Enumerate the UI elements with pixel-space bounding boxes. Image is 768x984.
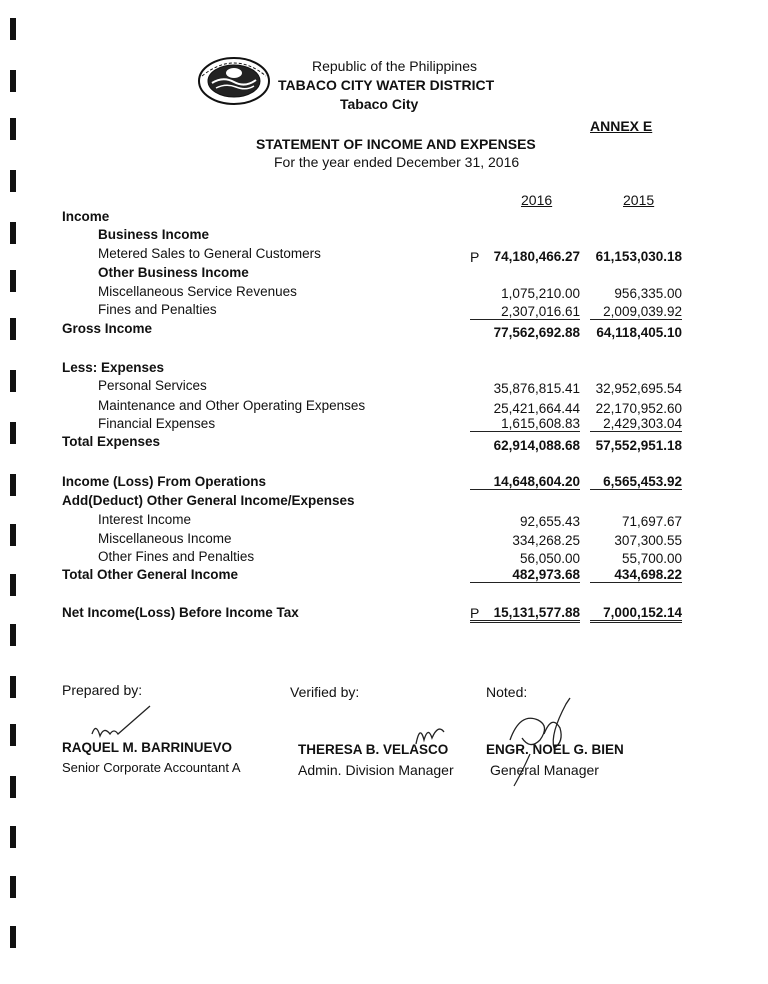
- verified-by-caption: Verified by:: [290, 684, 360, 700]
- add-deduct-heading: Add(Deduct) Other General Income/Expenses: [62, 493, 355, 508]
- district-name: TABACO CITY WATER DISTRICT: [278, 77, 495, 93]
- binder-mark: [10, 474, 16, 496]
- misc-service-label: Miscellaneous Service Revenues: [98, 284, 297, 299]
- total-other-income-label: Total Other General Income: [62, 567, 239, 582]
- binder-mark: [10, 574, 16, 596]
- column-header-2015: 2015: [623, 192, 655, 208]
- binder-mark: [10, 170, 16, 192]
- total-expenses-label: Total Expenses: [62, 434, 161, 449]
- fines-penalties-2016: 2,307,016.61: [470, 304, 580, 320]
- noter-title: General Manager: [490, 762, 599, 778]
- republic-line: Republic of the Philippines: [312, 58, 477, 74]
- income-heading: Income: [62, 209, 110, 224]
- gross-income-label: Gross Income: [62, 321, 153, 336]
- noter-name: ENGR. NOEL G. BIEN: [486, 742, 624, 757]
- misc-income-2015: 307,300.55: [614, 533, 682, 548]
- currency-symbol: P: [470, 249, 480, 265]
- metered-sales-2016: 74,180,466.27: [493, 249, 580, 264]
- personal-services-label: Personal Services: [98, 378, 207, 393]
- personal-services-2016: 35,876,815.41: [493, 381, 580, 396]
- fines-penalties-2015: 2,009,039.92: [590, 304, 682, 320]
- binder-mark: [10, 676, 16, 698]
- city-name: Tabaco City: [340, 96, 419, 112]
- gross-income-2016: 77,562,692.88: [493, 325, 580, 340]
- total-expenses-2016: 62,914,088.68: [493, 438, 580, 453]
- misc-income-label: Miscellaneous Income: [98, 531, 232, 546]
- seal-icon: [196, 56, 272, 106]
- expenses-heading: Less: Expenses: [62, 360, 165, 375]
- fines-penalties-label: Fines and Penalties: [98, 302, 217, 317]
- other-fines-2015: 55,700.00: [621, 551, 682, 566]
- total-other-income-2015: 434,698.22: [590, 567, 682, 583]
- binder-mark: [10, 624, 16, 646]
- misc-income-2016: 334,268.25: [512, 533, 580, 548]
- annex-label: ANNEX E: [590, 118, 653, 134]
- metered-sales-label: Metered Sales to General Customers: [98, 246, 321, 261]
- interest-income-2015: 71,697.67: [621, 514, 682, 529]
- binder-mark: [10, 776, 16, 798]
- misc-service-2015: 956,335.00: [614, 286, 682, 301]
- total-expenses-2015: 57,552,951.18: [595, 438, 682, 453]
- mooe-2015: 22,170,952.60: [595, 401, 682, 416]
- total-other-income-2016: 482,973.68: [470, 567, 580, 583]
- binder-mark: [10, 270, 16, 292]
- prepared-by-caption: Prepared by:: [62, 682, 143, 698]
- misc-service-2016: 1,075,210.00: [501, 286, 580, 301]
- financial-expenses-label: Financial Expenses: [98, 416, 216, 431]
- financial-expenses-2016: 1,615,608.83: [470, 416, 580, 432]
- statement-period: For the year ended December 31, 2016: [274, 154, 520, 170]
- binder-mark: [10, 422, 16, 444]
- mooe-2016: 25,421,664.44: [493, 401, 580, 416]
- binder-mark: [10, 370, 16, 392]
- other-fines-2016: 56,050.00: [519, 551, 580, 566]
- other-fines-label: Other Fines and Penalties: [98, 549, 255, 564]
- column-header-2016: 2016: [521, 192, 553, 208]
- preparer-title: Senior Corporate Accountant A: [62, 760, 241, 775]
- binder-mark: [10, 18, 16, 40]
- verifier-name: THERESA B. VELASCO: [298, 742, 449, 757]
- water-district-seal: [196, 56, 272, 106]
- binder-mark: [10, 724, 16, 746]
- other-business-income-heading: Other Business Income: [98, 265, 249, 280]
- interest-income-label: Interest Income: [98, 512, 192, 527]
- verifier-title: Admin. Division Manager: [298, 762, 454, 778]
- binder-mark: [10, 926, 16, 948]
- interest-income-2016: 92,655.43: [519, 514, 580, 529]
- binder-mark: [10, 826, 16, 848]
- gross-income-2015: 64,118,405.10: [596, 325, 682, 340]
- signature-raquel: [88, 700, 168, 744]
- financial-expenses-2015: 2,429,303.04: [590, 416, 682, 432]
- mooe-label: Maintenance and Other Operating Expenses: [98, 398, 366, 413]
- business-income-heading: Business Income: [98, 227, 210, 242]
- binder-mark: [10, 118, 16, 140]
- statement-title: STATEMENT OF INCOME AND EXPENSES: [256, 136, 536, 152]
- preparer-name: RAQUEL M. BARRINUEVO: [62, 740, 233, 755]
- binder-mark: [10, 876, 16, 898]
- noted-caption: Noted:: [486, 684, 528, 700]
- binder-mark: [10, 524, 16, 546]
- net-income-label: Net Income(Loss) Before Income Tax: [62, 605, 299, 620]
- income-from-operations-label: Income (Loss) From Operations: [62, 474, 267, 489]
- net-income-2016: 15,131,577.88: [470, 605, 580, 623]
- net-income-currency-symbol: P: [470, 605, 480, 621]
- binder-mark: [10, 318, 16, 340]
- metered-sales-2015: 61,153,030.18: [595, 249, 682, 264]
- income-from-operations-2015: 6,565,453.92: [590, 474, 682, 490]
- binder-mark: [10, 70, 16, 92]
- net-income-2015: 7,000,152.14: [590, 605, 682, 623]
- binder-mark: [10, 222, 16, 244]
- personal-services-2015: 32,952,695.54: [595, 381, 682, 396]
- income-from-operations-2016: 14,648,604.20: [470, 474, 580, 490]
